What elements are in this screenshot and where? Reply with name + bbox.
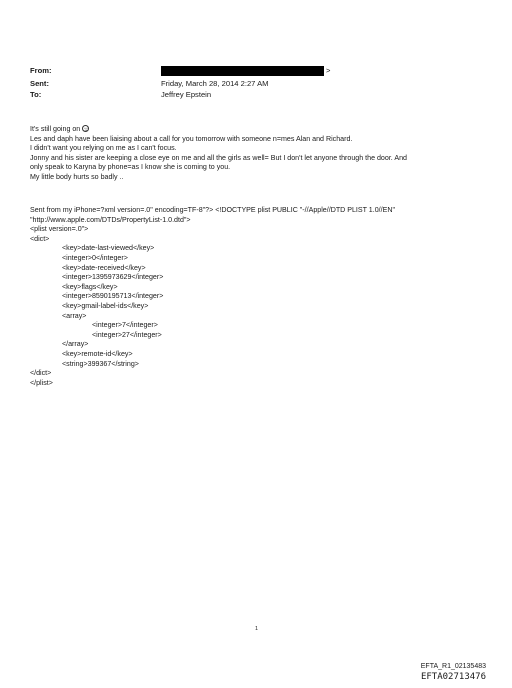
plist-line: <key>flags</key>	[62, 282, 118, 291]
plist-line: <integer>0</integer>	[62, 253, 128, 262]
plist-line: </dict>	[30, 369, 52, 378]
frown-face-icon	[82, 125, 89, 132]
email-body	[30, 125, 490, 183]
plist-line: <key>date-received</key>	[62, 263, 146, 272]
plist-line: <integer>1395973629</integer>	[62, 273, 164, 282]
plist-line: Sent from my iPhone=?xml version=.0" encoding=TF-8"?> <!DOCTYPE plist PUBLIC "-//Apple//DTD PLIST 1.0//EN"	[30, 206, 395, 214]
page-number: 1	[255, 626, 259, 632]
plist-line: </plist>	[30, 378, 53, 387]
body-line: Les and daph have been liaising about a call for you tomorrow with someone n=mes Alan and Richard.	[30, 134, 353, 143]
to-value: Jeffrey Epstein	[161, 90, 212, 99]
sent-label: Sent:	[30, 79, 49, 88]
plist-line: <dict>	[30, 234, 50, 243]
redaction-bar	[161, 66, 324, 76]
bates-number-bottom: EFTA02713476	[420, 672, 486, 682]
plist-line: <string>399367</string>	[62, 359, 139, 368]
plist-line: <key>gmail-label-ids</key>	[62, 301, 149, 310]
bates-number-top: EFTA_R1_02135483	[420, 663, 486, 670]
plist-line: <plist version=.0">	[30, 225, 89, 234]
plist-line: <integer>7</integer>	[92, 321, 158, 330]
body-line	[30, 125, 490, 135]
from-tail: >	[326, 66, 331, 75]
plist-line: <integer>27</integer>	[92, 330, 162, 339]
from-label: From:	[30, 66, 52, 75]
plist-line: "http://www.apple.com/DTDs/PropertyList-1.0.dtd">	[30, 215, 191, 224]
body-line: only speak to Karyna by phone=as I know she is coming to you.	[30, 163, 231, 172]
body-line: My little body hurts so badly ..	[30, 172, 124, 181]
plist-line: <array>	[62, 311, 87, 320]
body-line-text: It's still going on	[30, 125, 81, 133]
sent-value: Friday, March 28, 2014 2:27 AM	[161, 79, 269, 88]
to-label: To:	[30, 90, 42, 99]
plist-line: <integer>8590195713</integer>	[62, 292, 164, 301]
body-line: I didn't want you relying on me as I can't focus.	[30, 144, 177, 153]
body-line: Jonny and his sister are keeping a close eye on me and all the girls as well= But I don't let anyone through the door. And	[30, 153, 407, 162]
plist-line: <key>remote-id</key>	[62, 349, 133, 358]
plist-line: </array>	[62, 340, 89, 349]
plist-line: <key>date-last-viewed</key>	[62, 244, 155, 253]
plist-block	[30, 206, 395, 388]
